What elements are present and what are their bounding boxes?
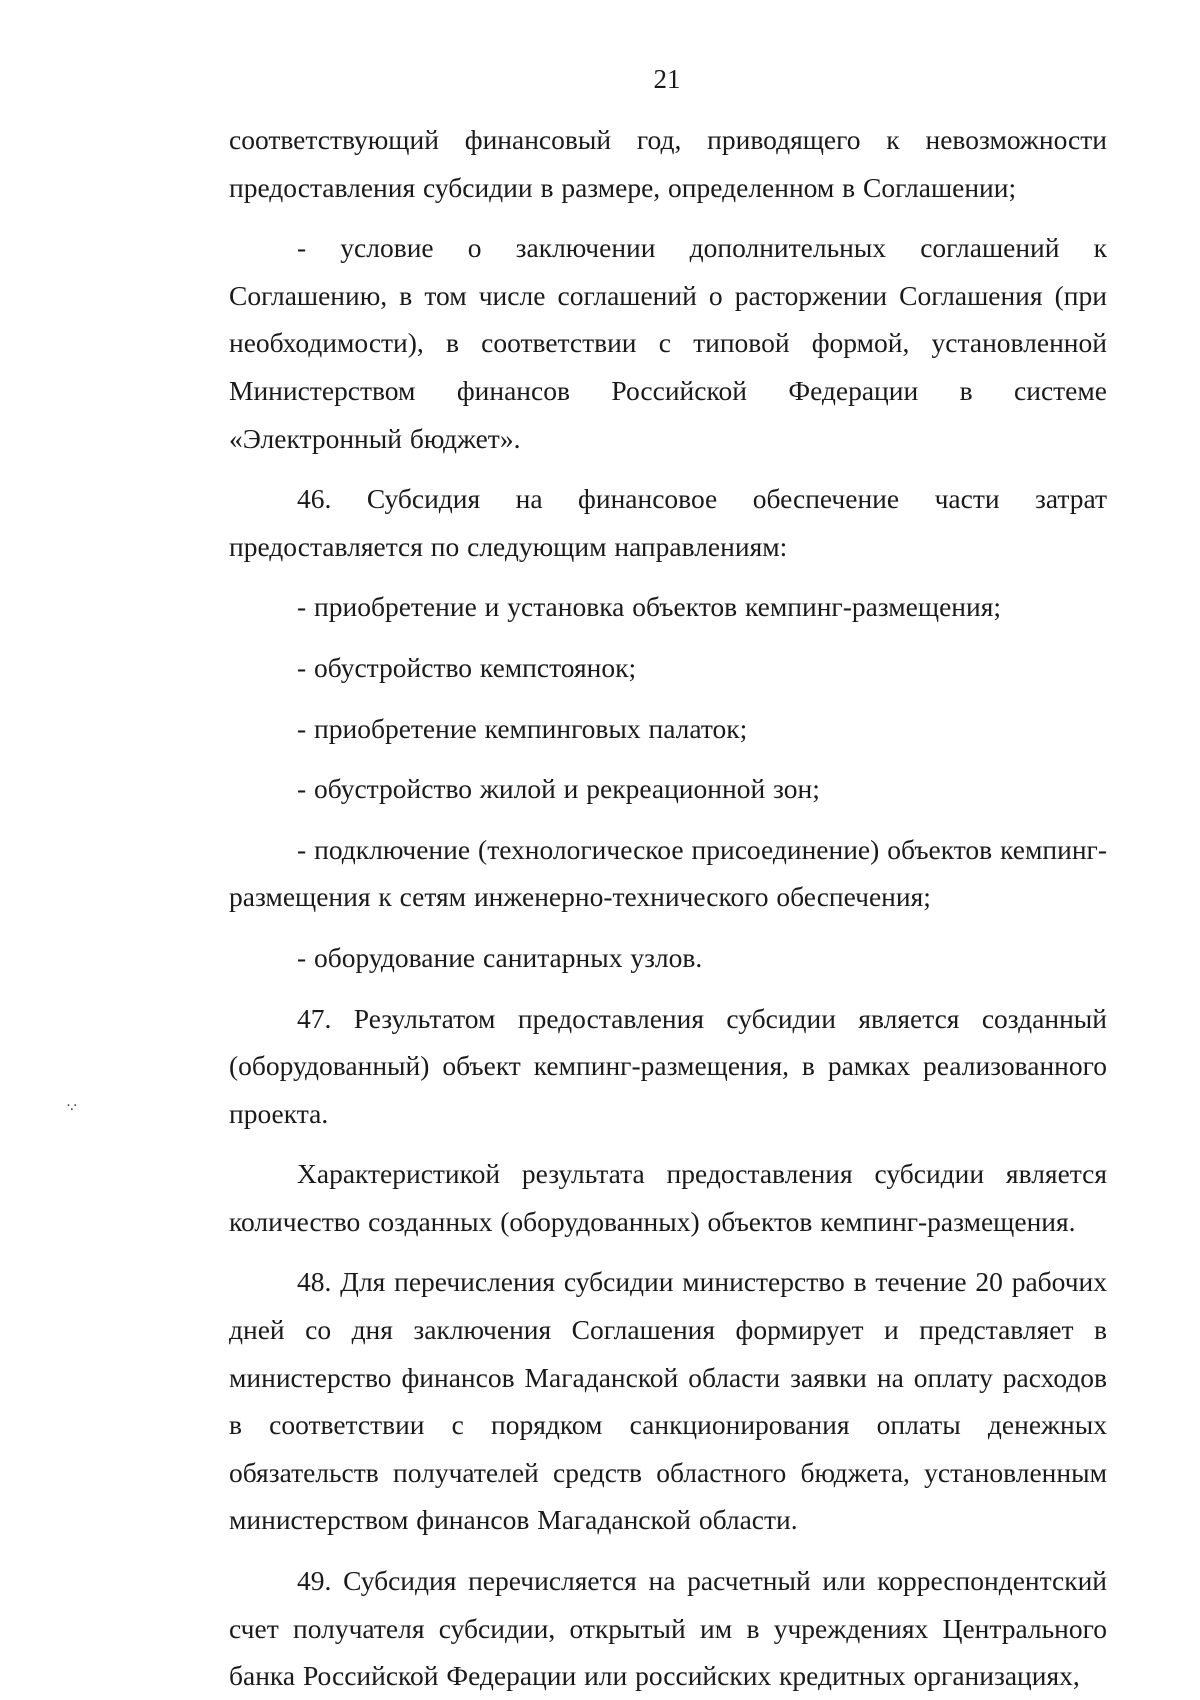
page-number: 21: [653, 64, 681, 94]
paragraph-continuation: соответствующий финансовый год, приводящего к невозможности предоставления субсидии в размере, определенном в Соглашении;: [229, 124, 1107, 203]
paragraph-47: 47. Результатом предоставления субсидии является созданный (оборудованный) объект кемпинг-размещения, в рамках реализованного проекта.: [229, 1002, 1107, 1129]
document-body: [229, 116, 1107, 1700]
paragraph-condition-agreements: - условие о заключении дополнительных соглашений к Соглашению, в том числе соглашений о расторжении Соглашения (при необходимости), в соответствии с типовой формой, установленной Министерством финансов Российской Федерации в системе «Электронный бюджет».: [229, 232, 1107, 454]
list-item-acquisition-installation: - приобретение и установка объектов кемпинг-размещения;: [297, 591, 1001, 623]
scan-margin-mark: ·.·: [66, 1098, 77, 1114]
list-item-sanitary: - оборудование санитарных узлов.: [297, 941, 703, 973]
list-item-zones: - обустройство жилой и рекреационной зон;: [297, 773, 820, 805]
paragraph-48: 48. Для перечисления субсидии министерство в течение 20 рабочих дней со дня заключения Соглашения формирует и представляет в министерство финансов Магаданской области заявки на оплату расходов в соответствии с порядком санкционирования оплаты денежных обязательств получателей средств областного бюджета, установленным министерством финансов Магаданской области.: [229, 1266, 1107, 1536]
list-item-tents: - приобретение кемпинговых палаток;: [297, 712, 748, 744]
paragraph-49: 49. Субсидия перечисляется на расчетный или корреспондентский счет получателя субсидии, открытый им в учреждениях Центрального банка Российской Федерации или российских кредитных организациях,: [229, 1565, 1107, 1692]
paragraph-result-characteristic: Характеристикой результата предоставления субсидии является количество созданных (оборудованных) объектов кемпинг-размещения.: [229, 1158, 1107, 1237]
paragraph-46: 46. Субсидия на финансовое обеспечение части затрат предоставляется по следующим направлениям:: [229, 483, 1107, 562]
list-item-campsites: - обустройство кемпстоянок;: [297, 651, 637, 683]
list-item-connection: - подключение (технологическое присоединение) объектов кемпинг-размещения к сетям инженерно-технического обеспечения;: [229, 833, 1107, 913]
